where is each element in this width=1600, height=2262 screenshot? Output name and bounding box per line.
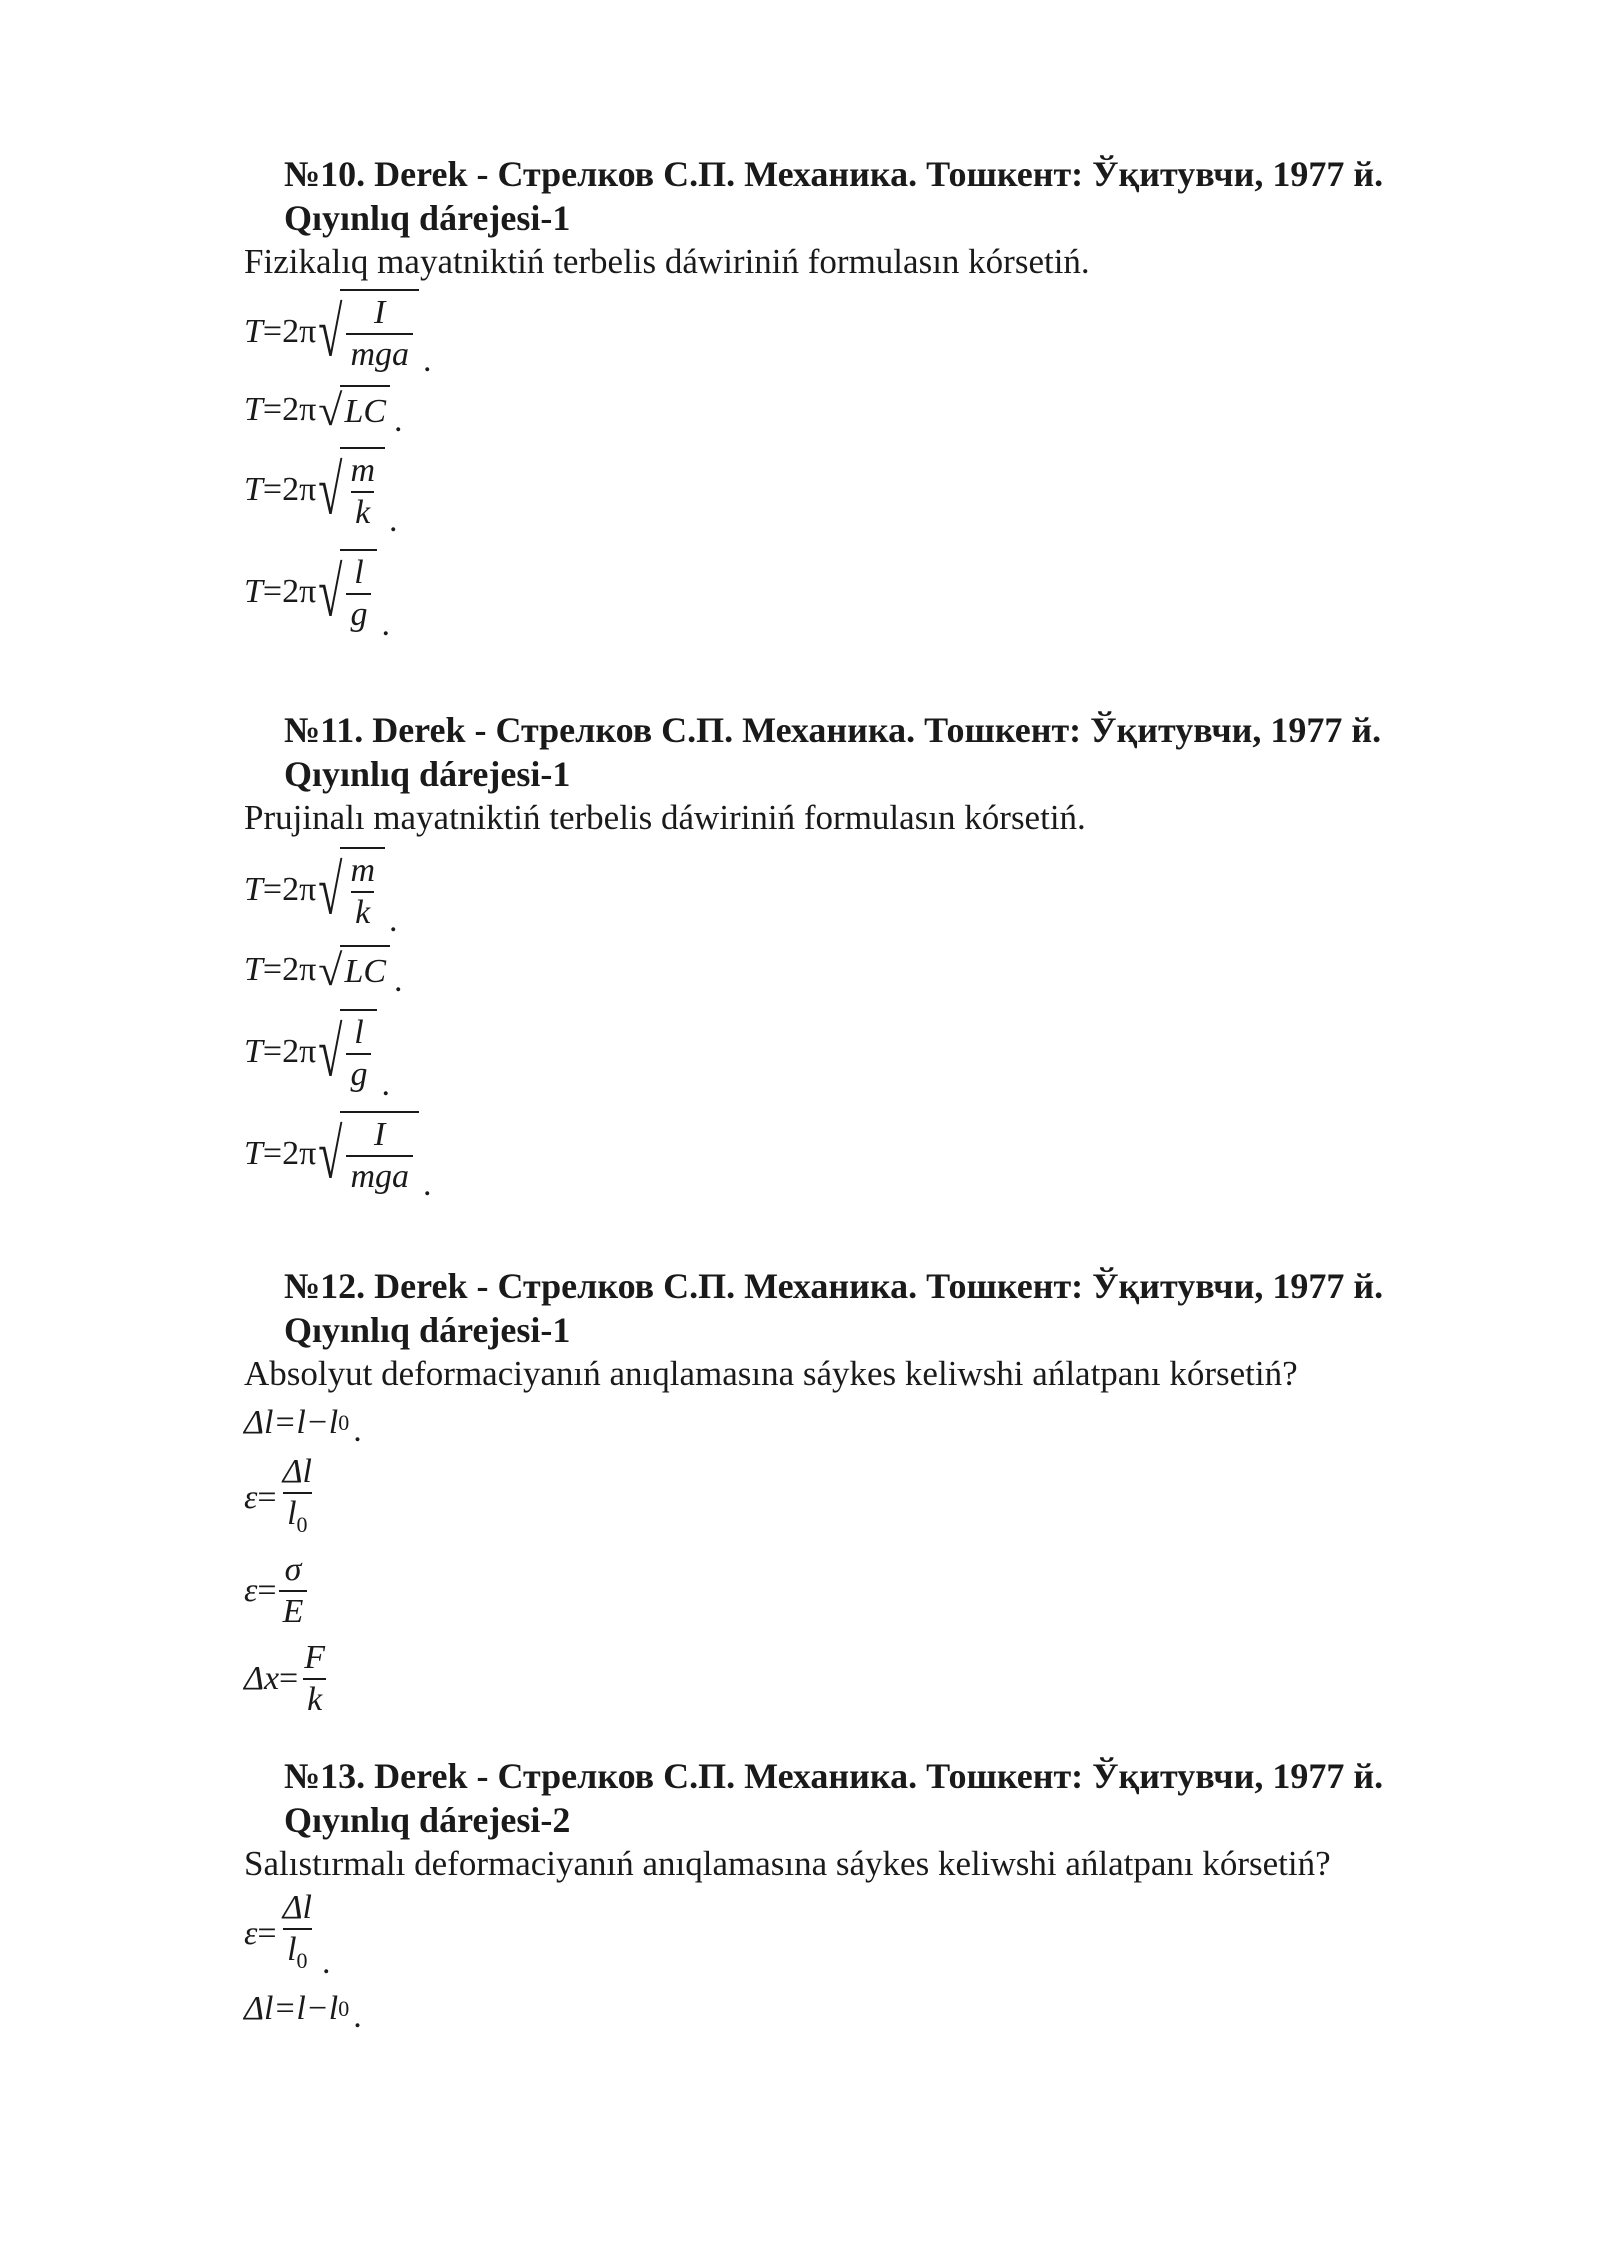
- formula-option: T = 2π √ $\frac{l}{g}$ .: [244, 1000, 1484, 1104]
- sqrt-sign: √ $\frac{l}{g}$: [318, 1009, 377, 1095]
- formula-option: Δx = $\frac{F}{k}$: [244, 1636, 1484, 1722]
- formula-lhs: ε: [244, 1915, 258, 1952]
- formula-lhs: T: [244, 471, 263, 508]
- fraction-denominator: mga: [346, 333, 413, 375]
- formula-option: T = 2π √ LC .: [244, 385, 403, 439]
- sqrt-sign: √ LC: [318, 385, 390, 436]
- difficulty-label: Qıyınlıq dárejesi-1: [284, 754, 571, 794]
- question-10: [244, 152, 1484, 644]
- formula-subscript: 0: [338, 1410, 350, 1435]
- question-header: №12. Derek - Стрелков С.П. Механика. Тошкент: Ўқитувчи, 1977 й.: [284, 1266, 1384, 1306]
- fraction-denominator: g: [346, 593, 371, 635]
- fraction-numerator: I: [374, 1116, 386, 1153]
- fraction-numerator: I: [374, 294, 386, 331]
- formula-option: ε = $\frac{\sigma}{E}$: [244, 1546, 1484, 1636]
- formula-coef: 2π: [282, 391, 317, 428]
- fraction-numerator: l: [354, 554, 364, 591]
- fraction-denominator: k: [351, 891, 374, 933]
- formula-lhs: T: [244, 871, 263, 908]
- formula-coef: 2π: [282, 573, 317, 610]
- question-text: Prujinalı mayatniktiń terbelis dáwiriniń formulasın kórsetiń.: [244, 798, 1086, 837]
- difficulty-label: Qıyınlıq dárejesi-1: [284, 1310, 571, 1350]
- fraction-numerator: Δl: [282, 1452, 312, 1490]
- formula-option: T = 2π √ $\frac{m}{k}$ .: [244, 440, 1484, 540]
- formula-lhs: T: [244, 1135, 263, 1172]
- fraction-denominator: l: [287, 1930, 297, 1968]
- formula-lhs: ε: [244, 1572, 258, 1609]
- fraction-denominator: g: [346, 1053, 371, 1095]
- formula-coef: 2π: [282, 313, 317, 350]
- question-11: [244, 708, 1484, 1204]
- question-text: Salıstırmalı deformaciyanıń anıqlamasına sáykes keliwshi ańlatpanı kórsetiń?: [244, 1844, 1331, 1883]
- formula-list: [244, 1886, 1484, 2036]
- formula-lhs: T: [244, 1033, 263, 1070]
- sqrt-argument: LC: [340, 945, 390, 996]
- formula-lhs: T: [244, 951, 263, 988]
- formula-lhs: T: [244, 313, 263, 350]
- formula-option: Δl=l−l 0 .: [244, 1990, 362, 2035]
- question-header: №11. Derek - Стрелков С.П. Механика. Тошкент: Ўқитувчи, 1977 й.: [284, 710, 1382, 750]
- question-header: №13. Derek - Стрелков С.П. Механика. Тошкент: Ўқитувчи, 1977 й.: [284, 1756, 1384, 1796]
- formula-option: T = 2π √ $\frac{m}{k}$ .: [244, 840, 1484, 940]
- sqrt-argument: LC: [340, 385, 390, 436]
- formula-coef: 2π: [282, 1135, 317, 1172]
- formula-list: [244, 284, 1484, 644]
- formula-lhs: T: [244, 391, 263, 428]
- formula-option: T = 2π √ $\frac{I}{\text{mga}}$ .: [244, 284, 1484, 380]
- formula-coef: 2π: [282, 871, 317, 908]
- formula-list: [244, 840, 1484, 1204]
- sqrt-sign: √ $\frac{l}{g}$: [318, 549, 377, 635]
- formula-subscript: 0: [338, 1996, 350, 2021]
- fraction-numerator: Δl: [282, 1888, 312, 1926]
- formula-list: [244, 1396, 1484, 1722]
- formula-option: T = 2π √ $\frac{I}{\text{mga}}$ .: [244, 1104, 1484, 1204]
- formula-linear: Δl=l−l: [244, 1990, 339, 2027]
- formula-lhs: Δx: [244, 1660, 280, 1697]
- fraction-numerator: F: [304, 1639, 326, 1676]
- question-13: [244, 1754, 1484, 2036]
- fraction-denominator: E: [279, 1590, 308, 1632]
- formula-option: ε = $\frac{\Delta l}{l_0}$: [244, 1450, 1484, 1546]
- formula-coef: 2π: [282, 951, 317, 988]
- difficulty-label: Qıyınlıq dárejesi-2: [284, 1800, 571, 1840]
- sqrt-sign: √ $\frac{m}{k}$: [318, 847, 385, 933]
- formula-coef: 2π: [282, 471, 317, 508]
- sqrt-sign: √ $\frac{I}{\text{mga}}$: [318, 1111, 419, 1197]
- sqrt-sign: √ LC: [318, 945, 390, 996]
- question-12: [244, 1264, 1484, 1722]
- question-text: Fizikalıq mayatniktiń terbelis dáwiriniń formulasın kórsetiń.: [244, 242, 1090, 281]
- sqrt-sign: √ $\frac{I}{\text{mga}}$: [318, 289, 419, 375]
- question-text: Absolyut deformaciyanıń anıqlamasına sáykes keliwshi ańlatpanı kórsetiń?: [244, 1354, 1298, 1393]
- formula-lhs: ε: [244, 1479, 258, 1516]
- formula-lhs: T: [244, 573, 263, 610]
- fraction-numerator: m: [350, 452, 375, 489]
- formula-subscript: 0: [296, 1511, 308, 1537]
- fraction-numerator: l: [354, 1014, 364, 1051]
- fraction-numerator: m: [350, 852, 375, 889]
- formula-option: T = 2π √ LC .: [244, 945, 403, 999]
- sqrt-sign: √ $\frac{m}{k}$: [318, 447, 385, 533]
- formula-linear: Δl=l−l: [244, 1404, 339, 1441]
- formula-option: T = 2π √ $\frac{l}{g}$ .: [244, 540, 1484, 644]
- fraction-denominator: l: [287, 1494, 297, 1532]
- question-header: №10. Derek - Стрелков С.П. Механика. Тошкент: Ўқитувчи, 1977 й.: [284, 154, 1384, 194]
- fraction-denominator: mga: [346, 1155, 413, 1197]
- formula-option: ε = $\frac{\Delta l}{l_0}$ .: [244, 1888, 331, 1981]
- fraction-denominator: k: [303, 1678, 326, 1720]
- formula-subscript: 0: [296, 1947, 308, 1973]
- difficulty-label: Qıyınlıq dárejesi-1: [284, 198, 571, 238]
- formula-coef: 2π: [282, 1033, 317, 1070]
- fraction-numerator: σ: [284, 1551, 302, 1588]
- formula-option: Δl=l−l 0 .: [244, 1404, 362, 1449]
- fraction-denominator: k: [351, 491, 374, 533]
